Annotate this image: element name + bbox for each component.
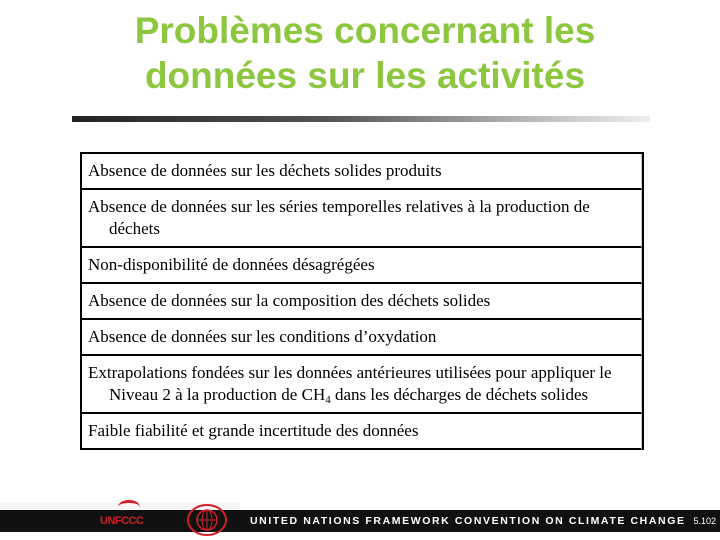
un-emblem-icon [186, 504, 228, 536]
page-number: 5.102 [693, 516, 716, 526]
list-item: Absence de données sur les séries temporelles relatives à la production de déchets [82, 190, 642, 248]
list-item: Absence de données sur la composition des déchets solides [82, 284, 642, 320]
slide-title [60, 8, 670, 98]
list-item: Non-disponibilité de données désagrégées [82, 248, 642, 284]
title-underline [72, 116, 650, 122]
list-item-text-after: dans les décharges de déchets solides [330, 385, 589, 404]
list-item: Absence de données sur les conditions d’oxydation [82, 320, 642, 356]
list-item [82, 356, 642, 414]
list-item-text-before: Extrapolations fondées sur les données antérieures utilisées pour appliquer le Niveau 2 à la production de CH [88, 363, 612, 404]
subscript-4: 4 [325, 394, 331, 406]
slide-title-line-2: données sur les activités [144, 55, 586, 96]
convention-name: UNITED NATIONS FRAMEWORK CONVENTION ON CLIMATE CHANGE [250, 515, 686, 527]
unfccc-logo [100, 508, 160, 534]
unfccc-logo-text: UNFCCC [100, 515, 144, 527]
list-item: Faible fiabilité et grande incertitude des données [82, 414, 642, 450]
issues-list [80, 152, 644, 450]
list-item: Absence de données sur les déchets solides produits [82, 154, 642, 190]
slide-title-line-1: Problèmes concernant les [134, 10, 596, 51]
footer-left-bar [0, 510, 18, 532]
unfccc-swirl-icon [118, 500, 140, 514]
